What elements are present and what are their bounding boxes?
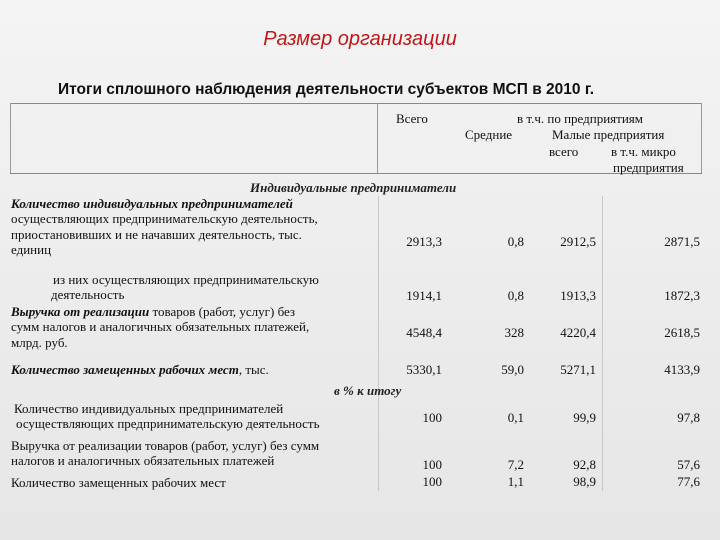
value-cell: 100 — [422, 410, 442, 425]
value-cell: 99,9 — [573, 410, 596, 425]
value-cell: 5330,1 — [406, 362, 442, 377]
header-total: Всего — [396, 111, 428, 126]
row-label-line: единиц — [11, 242, 52, 258]
table-right-border — [701, 103, 702, 173]
row-label-line: Количество замещенных рабочих мест — [11, 475, 226, 490]
value-cell: 1,1 — [507, 474, 524, 489]
body-column-divider — [378, 196, 379, 491]
value-cell: 2912,5 — [560, 234, 596, 249]
table-caption: Итоги сплошного наблюдения деятельности субъектов МСП в 2010 г. — [58, 81, 595, 98]
value-cell: 97,8 — [677, 410, 700, 425]
header-bottom-border — [10, 173, 702, 174]
value-cell: 59,0 — [501, 362, 524, 377]
row-label — [11, 438, 319, 469]
row-label-line: сумм налогов и аналогичных обязательных платежей, — [11, 319, 310, 335]
header-micro: в т.ч. микро — [611, 144, 676, 159]
row-label-line: Количество индивидуальных предпринимателей — [11, 196, 293, 211]
row-label-line: Выручка от реализации товаров (работ, услуг) без сумм — [11, 438, 320, 453]
row-label — [11, 475, 226, 490]
section-title: Индивидуальные предприниматели — [250, 180, 457, 195]
row-label-line: осуществляющих предпринимательскую деятельность — [16, 416, 320, 432]
value-cell: 77,6 — [677, 474, 700, 489]
row-label-line: из них осуществляющих предпринимательскую — [53, 272, 319, 287]
row-label-line: деятельность — [51, 287, 125, 303]
row-label — [11, 196, 318, 258]
page-title: Размер организации — [263, 28, 457, 50]
value-cell: 98,9 — [573, 474, 596, 489]
row-label-line: налогов и аналогичных обязательных платежей — [11, 453, 275, 469]
value-cell: 2913,3 — [406, 234, 442, 249]
value-cell: 0,8 — [507, 288, 524, 303]
value-cell: 57,6 — [677, 457, 700, 472]
value-cell: 1913,3 — [560, 288, 596, 303]
row-label-line: Количество индивидуальных предпринимателей — [14, 401, 284, 416]
row-label-line: приостановивших и не начавших деятельность, тыс. — [11, 226, 302, 242]
value-cell: 1914,1 — [406, 288, 442, 303]
value-cell: 1872,3 — [664, 288, 700, 303]
row-label — [11, 304, 309, 350]
value-cell: 2618,5 — [664, 325, 700, 340]
value-cell: 0,8 — [507, 234, 524, 249]
value-cell: 5271,1 — [560, 362, 596, 377]
value-cell: 2871,5 — [664, 234, 700, 249]
value-cell: 92,8 — [573, 457, 596, 472]
row-label-line: Выручка от реализации товаров (работ, услуг) без — [11, 304, 296, 319]
value-cell: 328 — [504, 325, 524, 340]
value-cell: 0,1 — [507, 410, 524, 425]
row-label-line: Количество замещенных рабочих мест, тыс. — [11, 362, 269, 377]
table-top-border — [10, 103, 702, 104]
header-small-total: всего — [549, 144, 579, 159]
value-cell: 7,2 — [507, 457, 524, 472]
table-left-border — [10, 103, 11, 173]
row-label — [11, 362, 269, 377]
row-label — [14, 401, 320, 432]
header-medium: Средние — [465, 127, 513, 142]
value-cell: 100 — [422, 474, 442, 489]
row-label-line: млрд. руб. — [11, 334, 68, 350]
column-divider — [377, 103, 378, 173]
value-cell: 4548,4 — [406, 325, 442, 340]
value-cell: 4220,4 — [560, 325, 596, 340]
row-label-line: осуществляющих предпринимательскую деятельность, — [11, 211, 318, 227]
value-cell: 100 — [422, 457, 442, 472]
body-column-divider — [602, 196, 603, 491]
header-by-enterprises: в т.ч. по предприятиям — [517, 111, 643, 126]
row-label — [11, 272, 319, 303]
header-small: Малые предприятия — [552, 127, 665, 142]
section-title: в % к итогу — [334, 383, 402, 398]
header-micro: предприятия — [613, 160, 684, 175]
value-cell: 4133,9 — [664, 362, 700, 377]
